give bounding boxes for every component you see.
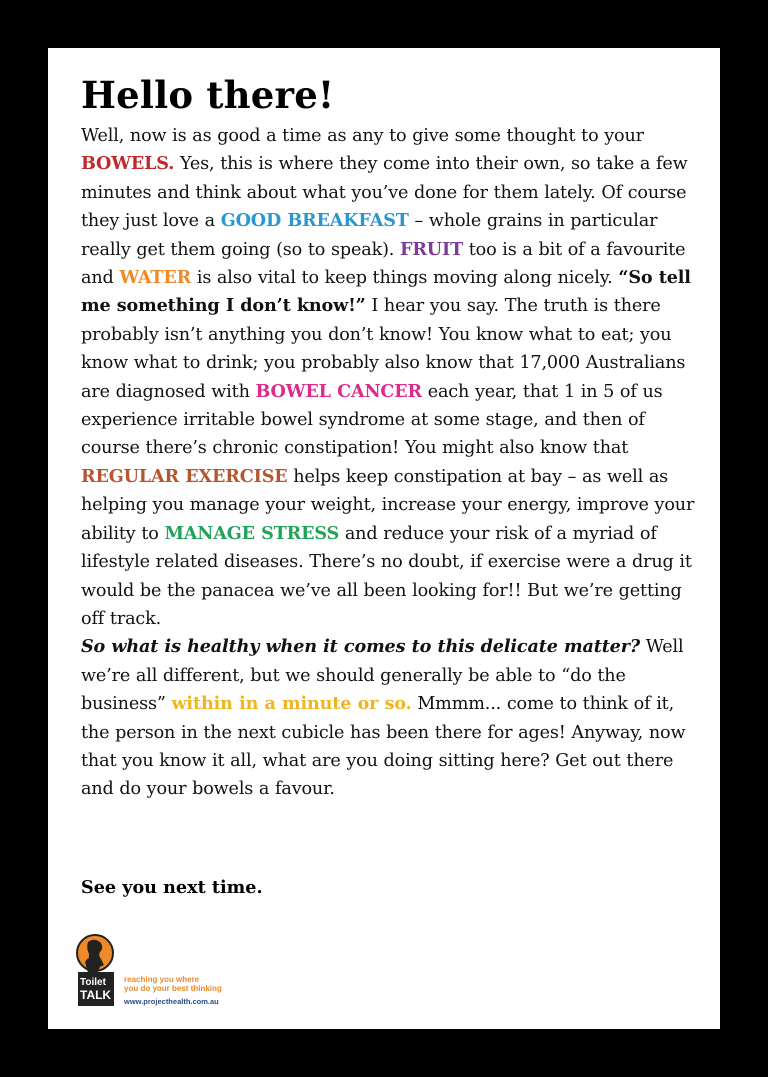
signoff-text: See you next time. [81,877,263,898]
body-text-run: Yes, this is where they come into their own, so take a few minutes and think about what you’ve done for them lately. Of course they just love a [81,154,688,232]
highlight-text: “So tell me something I don’t know!” [81,267,691,317]
logo-word-toilet: Toilet [80,977,106,988]
highlight-text: BOWEL CANCER [255,380,422,402]
highlight-text: WATER [119,267,192,289]
poster-page [48,48,720,1029]
body-text-run: I hear you say. The truth is there probably isn’t anything you don’t know! You know what to eat; you know what to drink; you probably also know that 17,000 Australians are diagnosed with [81,296,686,402]
body-text-run: and reduce your risk of a myriad of lifestyle related diseases. There’s no doubt, if exercise were a drug it would be the panacea we’ve all been looking for!! But we’re getting off track. [81,523,692,629]
toilet-talk-logo [76,932,276,1012]
body-text-run: Well we’re all different, but we should generally be able to “do the business” [81,637,684,715]
tagline-line-2: you do your best thinking [124,984,222,993]
logo-word-talk: TALK [80,988,112,1002]
highlight-text: FRUIT [399,238,464,260]
main-content [81,70,701,804]
highlight-text: MANAGE STRESS [164,522,340,544]
tagline-line-1: reaching you where [124,975,200,984]
body-text-run: – whole grains in particular really get them going (so to speak). [81,211,658,260]
body-text-run: Mmmm... come to think of it, the person in the next cubicle has been there for ages! Anyway, now that you know it all, what are you doing sitting here? Get out there and do your bowels a favour. [81,694,686,800]
body-text-run: Well, now is as good a time as any to give some thought to your [81,126,644,146]
body-text-run: too is a bit of a favourite and [81,239,686,289]
body-text-run: each year, that 1 in 5 of us experience irritable bowel syndrome at some stage, and then of course there’s chronic constipation! You might also know that [81,381,663,459]
highlight-text: So what is healthy when it comes to this delicate matter? [81,636,641,658]
logo-tagline [124,975,244,993]
highlight-text: within in a minute or so. [171,693,412,715]
body-text-run: helps keep constipation at bay – as well as helping you manage your weight, increase your energy, improve your ability to [81,466,695,544]
highlight-text: REGULAR EXERCISE [81,465,288,487]
page-title: Hello there! [81,73,335,117]
body-paragraph [81,122,701,804]
website-link[interactable]: www.projecthealth.com.au [124,997,219,1006]
highlight-text: GOOD BREAKFAST [220,210,409,232]
highlight-text: BOWELS. [81,153,175,175]
body-text-run: is also vital to keep things moving along nicely. [191,268,619,289]
